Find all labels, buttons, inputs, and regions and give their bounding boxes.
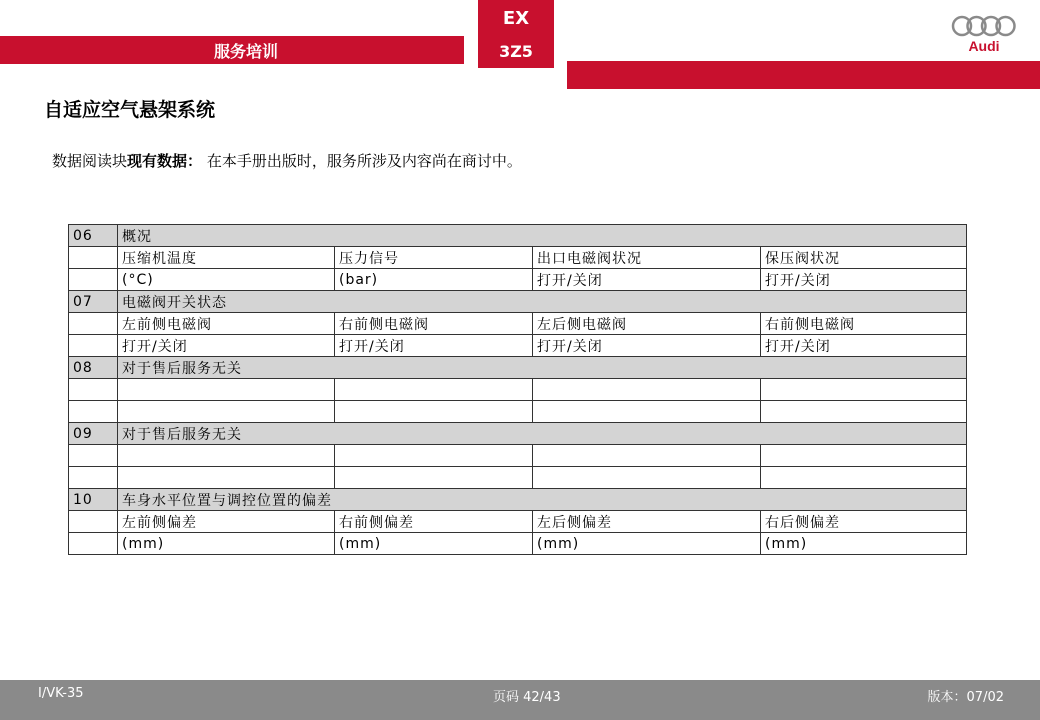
table-cell: 保压阀状况 xyxy=(761,247,967,269)
table-cell: 右前侧电磁阀 xyxy=(335,313,533,335)
table-row xyxy=(69,467,967,489)
table-cell: (mm) xyxy=(761,533,967,555)
table-cell: 右前侧电磁阀 xyxy=(761,313,967,335)
table-row xyxy=(69,533,967,555)
table-cell: 左前侧偏差 xyxy=(118,511,335,533)
table-cell xyxy=(533,445,761,467)
measuring-block-table xyxy=(68,224,967,555)
footer-doc-id: I/VK-35 xyxy=(38,686,84,701)
table-cell: 打开/关闭 xyxy=(533,269,761,291)
audi-wordmark: Audi xyxy=(968,38,1000,54)
footer-bar xyxy=(0,680,1040,720)
table-cell: (mm) xyxy=(533,533,761,555)
block-number: 10 xyxy=(69,489,118,511)
block-header-row xyxy=(69,489,967,511)
empty-cell xyxy=(69,533,118,555)
table-cell: 打开/关闭 xyxy=(118,335,335,357)
block-header-row xyxy=(69,225,967,247)
table-row xyxy=(69,445,967,467)
block-header-row xyxy=(69,291,967,313)
table-cell xyxy=(761,467,967,489)
block-title: 概况 xyxy=(118,225,967,247)
table-cell xyxy=(335,445,533,467)
status-bold: 现有数据： xyxy=(127,152,203,170)
block-header-row xyxy=(69,357,967,379)
table-cell: 打开/关闭 xyxy=(335,335,533,357)
footer-version: 版本：07/02 xyxy=(927,690,1004,705)
course-code-line1: EX xyxy=(502,8,530,29)
page-title: 自适应空气悬架系统 xyxy=(44,99,216,121)
table-cell: (°C) xyxy=(118,269,335,291)
table-cell xyxy=(335,467,533,489)
header-bar-left xyxy=(0,36,464,64)
table-cell: 压缩机温度 xyxy=(118,247,335,269)
table-cell xyxy=(533,379,761,401)
table-row xyxy=(69,335,967,357)
table-row xyxy=(69,511,967,533)
block-title: 对于售后服务无关 xyxy=(118,357,967,379)
block-header-row xyxy=(69,423,967,445)
table-row xyxy=(69,247,967,269)
empty-cell xyxy=(69,269,118,291)
status-prefix: 数据阅读块 xyxy=(52,152,128,170)
status-text: 在本手册出版时，服务所涉及内容尚在商讨中。 xyxy=(206,152,522,170)
table-cell: (mm) xyxy=(335,533,533,555)
table-cell xyxy=(335,379,533,401)
empty-cell xyxy=(69,313,118,335)
table-cell xyxy=(533,467,761,489)
table-cell xyxy=(533,401,761,423)
table-cell xyxy=(761,379,967,401)
course-code-box xyxy=(478,0,554,68)
block-number: 08 xyxy=(69,357,118,379)
block-title: 对于售后服务无关 xyxy=(118,423,967,445)
table-cell xyxy=(761,401,967,423)
audi-logo xyxy=(950,14,1018,58)
header-bar-right xyxy=(567,61,1040,89)
table-cell xyxy=(118,445,335,467)
status-line xyxy=(52,150,522,171)
empty-cell xyxy=(69,247,118,269)
table-cell: (bar) xyxy=(335,269,533,291)
block-number: 09 xyxy=(69,423,118,445)
service-training-title: 服务培训 xyxy=(213,42,278,61)
footer-page-number: 页码 42/43 xyxy=(493,690,561,705)
audi-rings-icon xyxy=(950,14,1018,38)
table-row xyxy=(69,401,967,423)
table-cell: 右后侧偏差 xyxy=(761,511,967,533)
block-number: 07 xyxy=(69,291,118,313)
empty-cell xyxy=(69,467,118,489)
table-cell xyxy=(118,401,335,423)
table-cell: 左前侧电磁阀 xyxy=(118,313,335,335)
table-cell: 出口电磁阀状况 xyxy=(533,247,761,269)
table-cell: 左后侧偏差 xyxy=(533,511,761,533)
table-cell: 左后侧电磁阀 xyxy=(533,313,761,335)
empty-cell xyxy=(69,379,118,401)
table-row xyxy=(69,269,967,291)
block-title: 车身水平位置与调控位置的偏差 xyxy=(118,489,967,511)
empty-cell xyxy=(69,335,118,357)
table-row xyxy=(69,313,967,335)
block-number: 06 xyxy=(69,225,118,247)
table-cell: (mm) xyxy=(118,533,335,555)
table-cell: 压力信号 xyxy=(335,247,533,269)
table-cell xyxy=(761,445,967,467)
table-row xyxy=(69,379,967,401)
empty-cell xyxy=(69,445,118,467)
table-cell xyxy=(118,467,335,489)
course-code-line2: 3Z5 xyxy=(499,42,533,61)
table-cell: 打开/关闭 xyxy=(761,269,967,291)
table-cell: 打开/关闭 xyxy=(761,335,967,357)
table-cell xyxy=(118,379,335,401)
empty-cell xyxy=(69,511,118,533)
table-cell: 打开/关闭 xyxy=(533,335,761,357)
block-title: 电磁阀开关状态 xyxy=(118,291,967,313)
empty-cell xyxy=(69,401,118,423)
table-cell: 右前侧偏差 xyxy=(335,511,533,533)
table-cell xyxy=(335,401,533,423)
